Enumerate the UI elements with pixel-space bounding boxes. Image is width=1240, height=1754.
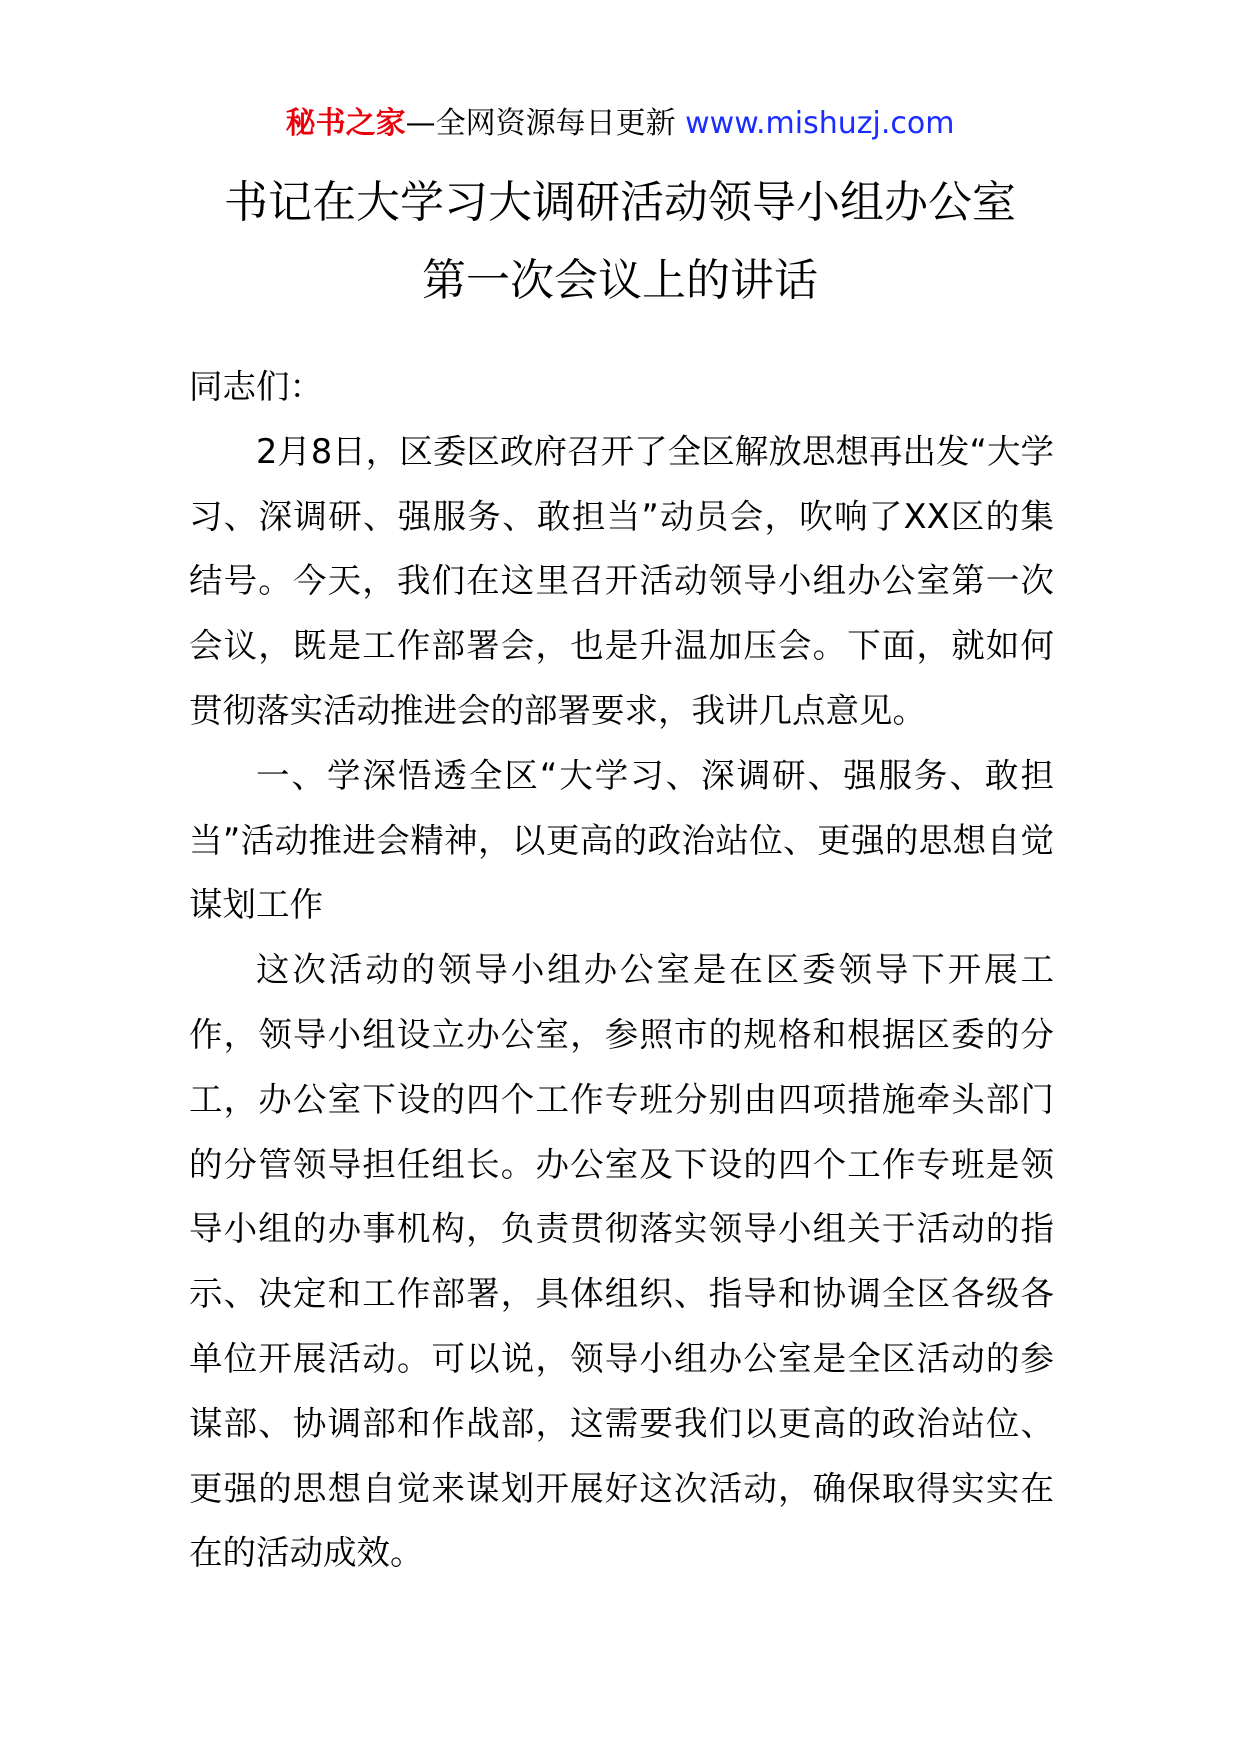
salutation: 同志们： — [189, 367, 323, 406]
site-url-link[interactable]: www.mishuzj.com — [685, 106, 955, 141]
title-line-1: 书记在大学习大调研活动领导小组办公室 — [224, 177, 1016, 228]
title-line-2: 第一次会议上的讲话 — [422, 255, 818, 306]
header-slogan: —全网资源每日更新 — [405, 106, 676, 141]
document-body — [189, 355, 1054, 1586]
section-heading-1: 一、学深悟透全区“大学习、深调研、强服务、敢担当”活动推进会精神，以更高的政治站位、更强的思想自觉谋划工作 — [189, 755, 1054, 925]
body-paragraph-2: 这次活动的领导小组办公室是在区委领导下开展工作，领导小组设立办公室，参照市的规格和根据区委的分工，办公室下设的四个工作专班分别由四项措施牵头部门的分管领导担任组长。办公室及下设的四个工作专班是领导小组的办事机构，负责贯彻落实领导小组关于活动的指示、决定和工作部署，具体组织、指导和协调全区各级各单位开展活动。可以说，领导小组办公室是全区活动的参谋部、协调部和作战部，这需要我们以更高的政治站位、更强的思想自觉来谋划开展好这次活动，确保取得实实在在的活动成效。 — [189, 950, 1054, 1573]
document-title — [0, 164, 1240, 320]
body-paragraph-1: 2月8日，区委区政府召开了全区解放思想再出发“大学习、深调研、强服务、敢担当”动员会，吹响了XX区的集结号。今天，我们在这里召开活动领导小组办公室第一次会议，既是工作部署会，也是升温加压会。下面，就如何贯彻落实活动推进会的部署要求，我讲几点意见。 — [189, 431, 1054, 730]
site-header — [0, 104, 1240, 144]
brand-name: 秘书之家 — [285, 106, 406, 141]
